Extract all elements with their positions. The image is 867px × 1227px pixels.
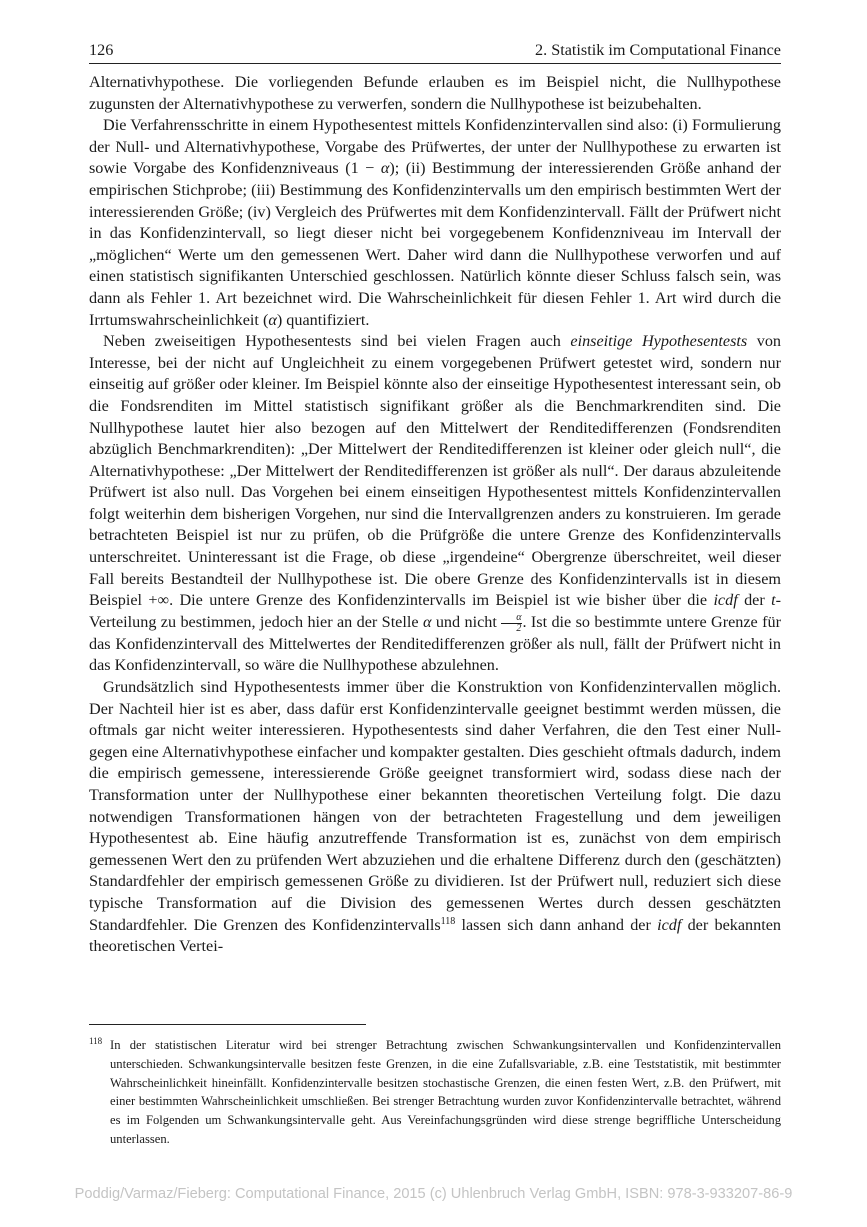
paragraph [89,72,781,115]
body-text [89,72,781,958]
text-run: Grundsätzlich sind Hypothesentests immer über die Konstruktion von Konfidenzintervallen möglich. Der Nachteil hier ist es aber, dass dafür erst Konfidenzintervalle geeignet bestimmt werden müssen, die oftmals gar nicht weiter interessieren. Hypothesentests sind daher Verfahren, die den Test einer Null- gegen eine Alternativhypothese einfacher und kompakter gestalten. Dies geschieht oftmals dadurch, indem die empirisch gemessene, interessierende Größe geeignet transformiert wird, sodass diese nach der Transformation unter der Nullhypothese einer bekannten theoretischen Verteilung folgt. Die dazu notwendigen Transformationen hängen von der betrachteten Fragestellung und dem jeweiligen Hypothesentest ab. Eine häufig anzutreffende Transformation ist es, zunächst von dem empirisch gemessenen Wert den zu prüfenden Wert abzuziehen und die erhaltene Differenz durch den (geschätzten) Standardfehler der empirisch gemessenen Größe zu dividieren. Ist der Prüfwert null, reduziert sich diese typische Transformation auf die Division des gemessenen Wertes durch dessen geschätzten Standardfehler. Die Grenzen des Konfidenzintervalls [89,678,781,934]
footnote-text: In der statistischen Literatur wird bei strenger Betrachtung zwischen Schwankungsintervallen und Konfidenzintervallen unterschieden. Schwankungsintervalle besitzen feste Grenzen, in die eine Zufallsvariable, z.B. eine Teststatistik, mit bestimmter Wahrscheinlichkeit hineinfällt. Konfidenzintervalle besitzen stochastische Grenzen, die einen festen Wert, z.B. den Prüfwert, mit einer bestimmten Wahrscheinlichkeit umschließen. Bei strenger Betrachtung wurden zuvor Konfidenzintervalle betrachtet, während es im Folgenden um Schwankungsintervalle geht. Aus Vereinfachungsgründen wird diese strenge begriffliche Unterscheidung unterlassen. [110,1038,781,1146]
text-run: Alternativhypothese. Die vorliegenden Befunde erlauben es im Beispiel nicht, die Nullhypothese zugunsten der Alternativhypothese zu verwerfen, sondern die Nullhypothese ist beizubehalten. [89,73,781,113]
paragraph [89,331,781,677]
copyright-watermark: Poddig/Varmaz/Fieberg: Computational Finance, 2015 (c) Uhlenbruch Verlag GmbH, ISBN: 978-3-933207-86-9 [74,1186,793,1202]
footnote-number: 118 [89,1036,103,1046]
paragraph [89,677,781,958]
math-symbol: α [380,159,390,178]
footnote-rule [89,1024,366,1025]
chapter-title: 2. Statistik im Computational Finance [535,41,781,59]
math-symbol: icdf [713,591,738,610]
footnote [89,1036,781,1149]
paragraph [89,115,781,331]
text-run: lassen sich dann anhand der [455,915,658,934]
running-head [89,40,781,64]
page-number: 126 [89,41,114,59]
text-run: der bekannten theoretischen Vertei- [89,915,781,956]
math-symbol: α [422,612,432,631]
text-run: . Ist die so bestimmte untere Grenze für das Konfidenzintervall des Mittelwertes der Renditedifferenzen größer als null, fällt der Prüfwert nicht in das Konfidenzintervall, so wäre die Nullhypothese abzulehnen. [89,612,781,675]
text-run: Die Verfahrensschritte in einem Hypothesentest mittels Konfidenzintervallen sind also: (i) Formulierung der Null- und Alternativhypothese, Vorgabe des Prüfwertes, der unter der Nullhypothese zu erwarten ist sowie Vorgabe des Konfidenzniveaus (1 − [89,116,781,178]
text-run: der [737,591,772,610]
fraction-denominator: 2 [516,622,522,634]
text-run: ); (ii) Bestimmung der interessierenden Größe anhand der empirischen Stichprobe; (iii) Bestimmung des Konfidenzintervalls um den empirisch bestimmten Wert der interessierenden Größe; (iv) Vergleich des Prüfwertes mit dem Konfidenzintervall. Fällt der Prüfwert nicht in das Konfidenzintervall, so liegt dieser nicht bei vorgegebenem Konfidenzniveau im Intervall der „möglichen“ Werte um den gemessenen Wert. Daher wird dann die Nullhypothese verworfen und auf einen statistisch signifikanten Unterschied geschlossen. Natürlich könnte dieser Schluss falsch sein, was dann als Fehler 1. Art bezeichnet wird. Die Wahrscheinlichkeit für diesen Fehler 1. Art wird durch die Irrtumswahrscheinlichkeit ( [89,159,781,329]
text-run: -Verteilung zu bestimmen, jedoch hier an der Stelle [89,591,782,631]
text-run: von Interesse, bei der nicht auf Ungleichheit zu einem vorgegebenen Prüfwert getestet wird, sondern nur einseitig auf größer oder kleiner. Im Beispiel könnte also der einseitige Hypothesentest interessant sein, ob die Fondsrenditen im Mittel statistisch signifikant größer als die Benchmarkrenditen sind. Die Nullhypothese lautet hier also bezogen auf den Mittelwert der Renditedifferenzen (Fondsrenditen abzüglich Benchmarkrenditen): „Der Mittelwert der Renditedifferenzen ist kleiner oder gleich null“, die Alternativhypothese: „Der Mittelwert der Renditedifferenzen ist größer als null“. Der daraus abzuleitende Prüfwert ist also null. Das Vorgehen bei einem einseitigen Hypothesentest mittels Konfidenzintervallen folgt weiterhin dem bisherigen Vorgehen, nur sind die Intervallgrenzen anders zu konstruieren. Im gerade betrachteten Beispiel ist nur zu prüfen, ob die Prüfgröße die untere Grenze des Konfidenzintervalls unterschreitet. Uninteressant ist die Frage, ob diese „irgendeine“ Obergrenze überschreitet, weil dieser Fall bereits Bestandteil der Nullhypothese ist. Die obere Grenze des Konfidenzintervalls ist in diesem Beispiel +∞. Die untere Grenze des Konfidenzintervalls im Beispiel ist wie bisher über die [89,332,782,610]
footnote-reference[interactable]: 118 [440,915,456,927]
math-symbol: icdf [657,915,682,934]
fraction [501,613,522,634]
page [89,40,781,958]
text-run: ) quantifiziert. [276,310,370,329]
fraction-numerator: α [501,613,522,624]
emphasized-text: einseitige Hypothesentests [570,332,748,351]
math-symbol: α [268,310,277,329]
text-run: und nicht [431,612,502,631]
text-run: Neben zweiseitigen Hypothesentests sind bei vielen Fragen auch [103,332,571,351]
math-symbol: t [771,591,776,610]
